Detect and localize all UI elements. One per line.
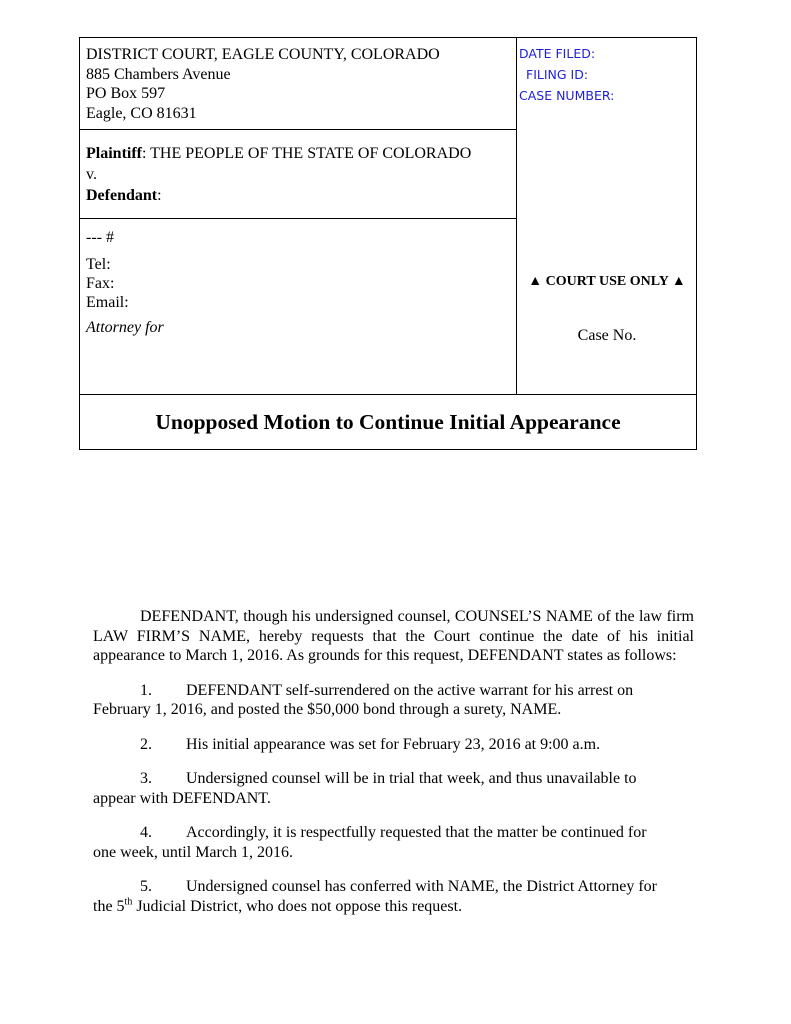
defendant-label: Defendant: [86, 187, 158, 204]
item-number: 3.: [140, 770, 152, 787]
case-number-label: CASE NUMBER:: [519, 88, 615, 103]
caption-left-column: [80, 38, 517, 394]
item-text-cont: appear with DEFENDANT.: [93, 789, 271, 807]
item-number: 5.: [140, 878, 152, 895]
item-text-cont: the 5th Judicial District, who does not oppose this request.: [93, 896, 463, 915]
item-text: Undersigned counsel has conferred with NAME, the District Attorney for: [186, 878, 657, 895]
list-item: [93, 681, 694, 720]
case-no-label: Case No.: [577, 327, 637, 344]
defendant-value: :: [157, 187, 162, 204]
document-title: Unopposed Motion to Continue Initial Appearance: [80, 394, 696, 449]
filing-info: [519, 43, 614, 106]
item-text-cont: one week, until March 1, 2016.: [93, 843, 293, 861]
list-item: [93, 877, 694, 916]
attorney-for: Attorney for: [86, 319, 164, 336]
defendant-line: [86, 185, 517, 206]
item-text: Undersigned counsel will be in trial that week, and thus unavailable to: [186, 770, 637, 787]
attorney-fax: Fax:: [86, 275, 115, 292]
list-item: [93, 769, 694, 808]
case-caption-table: [79, 37, 697, 450]
court-street: 885 Chambers Avenue: [86, 65, 231, 83]
list-item: [93, 735, 694, 755]
parties-block: [80, 130, 517, 219]
date-filed-label: DATE FILED:: [519, 46, 596, 61]
caption-right-column: [517, 38, 697, 394]
item-text: DEFENDANT self-surrendered on the active warrant for his arrest on: [186, 681, 634, 699]
court-name: DISTRICT COURT, EAGLE COUNTY, COLORADO: [86, 46, 440, 63]
item-text: His initial appearance was set for February 23, 2016 at 9:00 a.m.: [186, 735, 601, 753]
motion-body: [93, 607, 694, 916]
attorney-registration: --- #: [86, 229, 114, 246]
intro-paragraph: DEFENDANT, though his undersigned counsel, COUNSEL’S NAME of the law firm LAW FIRM’S NAME, hereby requests that the Court continue the date of his initial appearance to March 1, 2016. As grounds for this request, DEFENDANT states as follows:: [93, 608, 694, 664]
plaintiff-label: Plaintiff: [86, 145, 142, 162]
plaintiff-line: [86, 143, 517, 164]
item-number: 4.: [140, 824, 152, 841]
item-number: 2.: [140, 735, 152, 753]
plaintiff-value: : THE PEOPLE OF THE STATE OF COLORADO: [142, 145, 472, 162]
attorney-block: [80, 219, 517, 394]
court-use-only-label: ▲ COURT USE ONLY ▲: [528, 274, 686, 289]
ordinal-suffix: th: [124, 896, 133, 908]
court-city: Eagle, CO 81631: [86, 104, 197, 122]
item-number: 1.: [140, 681, 152, 699]
filing-id-label: FILING ID:: [526, 67, 589, 82]
versus-text: v.: [86, 166, 97, 183]
item-text: Accordingly, it is respectfully requested that the matter be continued for: [186, 824, 647, 841]
court-po-box: PO Box 597: [86, 85, 166, 102]
attorney-tel: Tel:: [86, 256, 111, 273]
court-address-block: [80, 38, 517, 130]
attorney-email: Email:: [86, 294, 129, 311]
item-text-cont: February 1, 2016, and posted the $50,000 bond through a surety, NAME.: [93, 701, 562, 718]
list-item: [93, 823, 694, 862]
